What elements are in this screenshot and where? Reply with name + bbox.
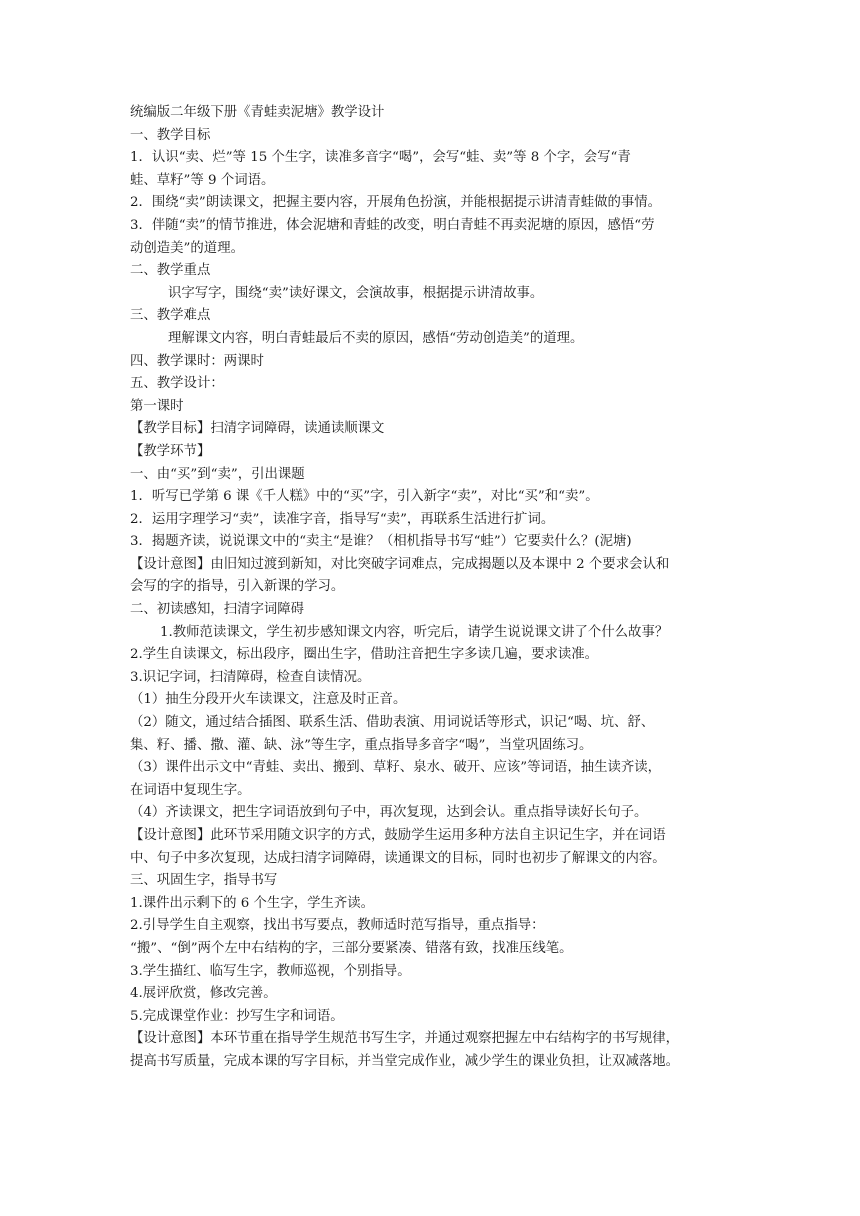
step-3-design-intent-line-1: 【设计意图】本环节重在指导学生规范书写生字，并通过观察把握左中右结构字的书写规律， <box>130 1031 680 1047</box>
step-2-design-intent-line-1: 【设计意图】此环节采用随文识字的方式，鼓励学生运用多种方法自主识记生字，并在词语 <box>130 828 666 843</box>
step-2-sub-3-line-2: 在词语中复现生字。 <box>130 782 251 798</box>
step-2-item-1: 1.教师范读课文，学生初步感知课文内容，听完后，请学生说说课文讲了个什么故事？ <box>160 624 669 640</box>
document-title: 统编版二年级下册《青蛙卖泥塘》教学设计 <box>130 105 385 120</box>
step-3-item-4: 4.展评欣赏，修改完善。 <box>130 986 277 1002</box>
step-3-design-intent-line-2: 提高书写质量，完成本课的写字目标，并当堂完成作业，减少学生的课业负担，让双减落地。 <box>130 1053 680 1069</box>
section-heading-design: 五、教学设计： <box>130 376 224 392</box>
step-2-heading: 二、初读感知，扫清字词障碍 <box>130 602 305 618</box>
objective-3-line-2: 动创造美”的道理。 <box>130 240 244 256</box>
objective-2: 2．围绕“卖”朗读课文，把握主要内容，开展角色扮演，并能根据提示讲清青蛙做的事情。 <box>130 195 662 211</box>
step-1-item-2: 2．运用字理学习“卖”，读准字音，指导写“卖”，再联系生活进行扩词。 <box>130 511 555 527</box>
step-3-item-5: 5.完成课堂作业：抄写生字和词语。 <box>130 1008 344 1024</box>
lesson-one-heading: 第一课时 <box>130 398 184 414</box>
step-2-sub-4: （4）齐读课文，把生字词语放到句子中，再次复现，达到会认。重点指导读好长句子。 <box>130 805 648 821</box>
step-1-design-intent-line-1: 【设计意图】由旧知过渡到新知，对比突破字词难点，完成揭题以及本课中 2 个要求会认和 <box>130 556 670 572</box>
step-2-sub-2-line-1: （2）随文，通过结合插图、联系生活、借助表演、用词说话等形式，识记“喝、坑、舒、 <box>130 715 655 731</box>
step-2-sub-1: （1）抽生分段开火车读课文，注意及时正音。 <box>130 692 407 708</box>
section-heading-hours: 四、教学课时：两课时 <box>130 353 264 369</box>
document-page <box>130 102 738 1074</box>
step-3-item-2: 2.引导学生自主观察，找出书写要点，教师适时范写指导，重点指导： <box>130 918 545 934</box>
step-1-item-3: 3．揭题齐读，说说课文中的“卖主“是谁？（相机指导书写“蛙”）它要卖什么？(泥塘) <box>130 534 632 550</box>
objective-3-line-1: 3．伴随“卖”的情节推进，体会泥塘和青蛙的改变，明白青蛙不再卖泥塘的原因，感悟“劳 <box>130 217 655 233</box>
objective-1-line-2: 蛙、草籽”等 9 个词语。 <box>130 172 275 188</box>
lesson-objective: 【教学目标】扫清字词障碍，读通读顺课文 <box>130 421 385 437</box>
step-2-design-intent-line-2: 中、句子中多次复现，达成扫清字词障碍，读通课文的目标，同时也初步了解课文的内容。 <box>130 850 666 866</box>
section-heading-difficulties: 三、教学难点 <box>130 308 211 324</box>
step-2-item-2: 2.学生自读课文，标出段序，圈出生字，借助注音把生字多读几遍，要求读准。 <box>130 647 599 663</box>
step-1-heading: 一、由“买”到“卖”，引出课题 <box>130 466 305 482</box>
section-heading-key-points: 二、教学重点 <box>130 263 211 279</box>
key-points-text: 识字写字，围绕“卖”读好课文，会演故事，根据提示讲清故事。 <box>168 285 544 301</box>
step-3-heading: 三、巩固生字，指导书写 <box>130 873 278 889</box>
section-heading-objectives: 一、教学目标 <box>130 127 211 143</box>
step-2-sub-3-line-1: （3）课件出示文中“青蛙、卖出、搬到、草籽、泉水、破开、应该”等词语，抽生读齐读， <box>130 760 662 776</box>
difficulties-text: 理解课文内容，明白青蛙最后不卖的原因，感悟“劳动创造美”的道理。 <box>168 330 584 346</box>
step-1-item-1: 1．听写已学第 6 课《千人糕》中的“买”字，引入新字“卖”，对比“买”和“卖”。 <box>130 489 599 505</box>
step-1-design-intent-line-2: 会写的字的指导，引入新课的学习。 <box>130 579 345 595</box>
step-3-item-2-detail: “搬”、“倒”两个左中右结构的字，三部分要紧凑、错落有致，找准压线笔。 <box>130 940 573 956</box>
step-3-item-1: 1.课件出示剩下的 6 个生字，学生齐读。 <box>130 895 375 911</box>
teaching-steps-heading: 【教学环节】 <box>130 443 211 459</box>
step-2-sub-2-line-2: 集、籽、播、撒、灌、缺、泳”等生字，重点指导多音字“喝”，当堂巩固练习。 <box>130 737 593 753</box>
objective-1-line-1: 1．认识“卖、烂”等 15 个生字，读准多音字“喝”，会写“蛙、卖”等 8 个字，会写“青 <box>130 150 631 166</box>
step-3-item-3: 3.学生描红、临写生字，教师巡视，个别指导。 <box>130 963 411 979</box>
step-2-item-3: 3.识记字词，扫清障碍，检查自读情况。 <box>130 669 371 685</box>
